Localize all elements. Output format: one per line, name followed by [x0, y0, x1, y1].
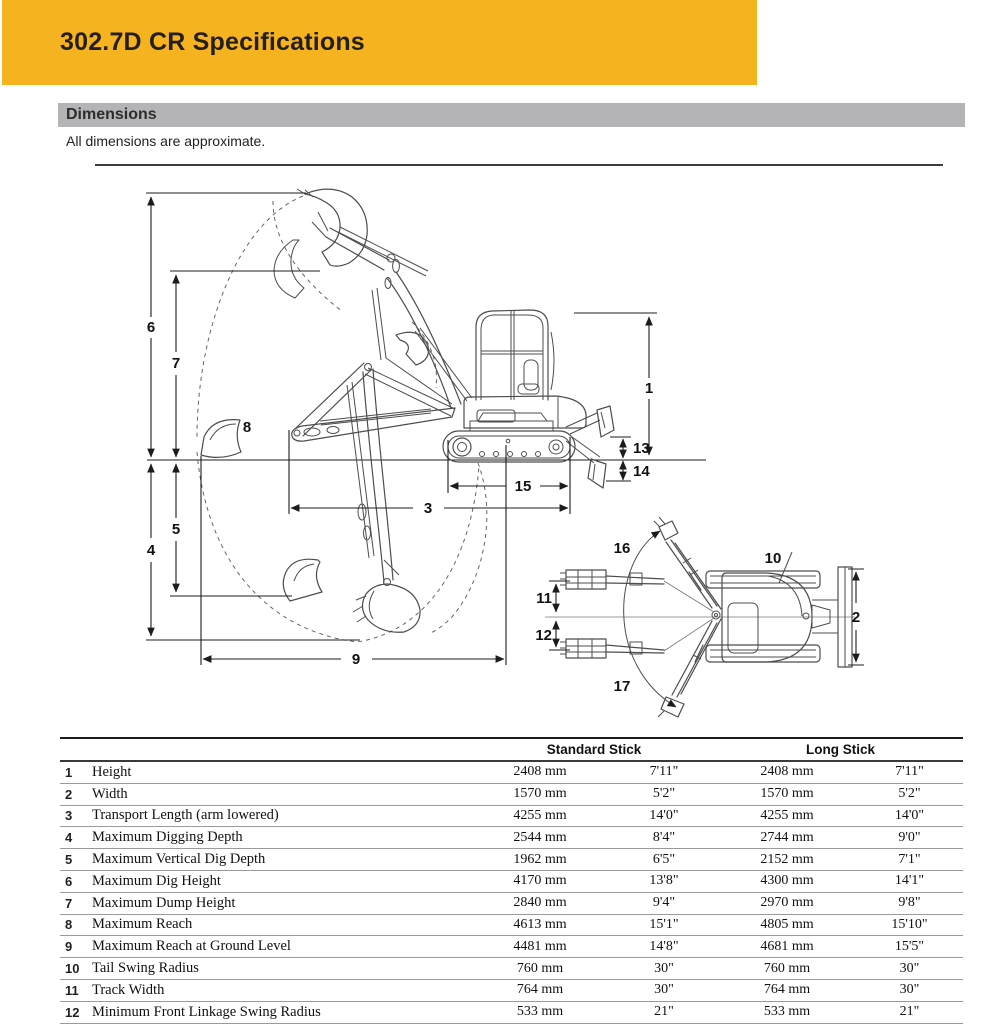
- top-bucket-lower: [661, 697, 684, 717]
- cab-inner: [481, 315, 543, 400]
- table-row: 11 Track Width 764 mm 30" 764 mm 30": [60, 980, 963, 1002]
- blade-arm-raised: [566, 413, 600, 434]
- table-row: 6 Maximum Dig Height 4170 mm 13'8" 4300 mm 14'1": [60, 871, 963, 893]
- bucket-left-scoop: [283, 559, 322, 601]
- top-arm-left-upper: [560, 570, 714, 612]
- envelope-arc-lower: [197, 452, 479, 642]
- dimensions-table: [60, 737, 963, 1024]
- road-wheel: [480, 452, 485, 457]
- dim-label-6: 6: [146, 319, 156, 336]
- dim-label-2: 2: [851, 609, 861, 626]
- body-panel: [477, 410, 515, 422]
- dim-label-7: 7: [171, 355, 181, 372]
- cab-divider: [511, 311, 514, 400]
- dim-label-11: 11: [536, 590, 552, 607]
- table-row: 1 Height 2408 mm 7'11" 2408 mm 7'11": [60, 762, 963, 784]
- top-arm-left-lower: [560, 618, 714, 658]
- dim-label-17: 17: [613, 678, 631, 695]
- dim-label-8: 8: [242, 419, 252, 436]
- bucket-max-reach: [201, 420, 241, 458]
- table-row: 5 Maximum Vertical Dig Depth 1962 mm 6'5" 2152 mm 7'1": [60, 849, 963, 871]
- dim-label-5: 5: [171, 521, 181, 538]
- section-heading: Dimensions: [66, 106, 157, 123]
- boom-cylinder-2: [372, 288, 452, 404]
- col-group-standard-stick: Standard Stick: [546, 742, 642, 757]
- seat-back: [524, 360, 538, 390]
- stick-raised: [326, 228, 389, 270]
- table-row: 3 Transport Length (arm lowered) 4255 mm 14'0" 4255 mm 14'0": [60, 806, 963, 828]
- top-view: [535, 517, 864, 717]
- col-group-long-stick: Long Stick: [805, 742, 875, 757]
- swing-arc-inner: [429, 463, 487, 634]
- page-title: 302.7D CR Specifications: [60, 28, 365, 56]
- dim-label-9: 9: [351, 651, 361, 668]
- top-bucket-upper: [659, 521, 678, 540]
- bucket-arc-top: [273, 201, 343, 312]
- side-view: [146, 189, 706, 668]
- dim-label-15: 15: [514, 478, 532, 495]
- dim-label-4: 4: [146, 542, 156, 559]
- envelope-arc-upper: [197, 196, 303, 438]
- top-swing-pivot: [712, 611, 720, 619]
- blade-raised: [597, 406, 614, 437]
- table-row: 2 Width 1570 mm 5'2" 1570 mm 5'2": [60, 784, 963, 806]
- dim-label-14: 14: [633, 463, 650, 480]
- table-row: 8 Maximum Reach 4613 mm 15'1" 4805 mm 15'10": [60, 915, 963, 937]
- blade-arm-lowered: [566, 437, 600, 463]
- dim-label-1: 1: [644, 380, 654, 397]
- bucket-bottom: [362, 584, 420, 632]
- bucket-bottom-teeth: [353, 596, 366, 622]
- table-header-row: [60, 737, 963, 762]
- dim-label-10: 10: [764, 550, 782, 567]
- table-row: 7 Maximum Dump Height 2840 mm 9'4" 2970 mm 9'8": [60, 893, 963, 915]
- cab-handrail: [551, 332, 554, 390]
- swing-arc: [624, 531, 676, 707]
- top-blade-arms: [812, 600, 838, 633]
- dim-label-12: 12: [535, 627, 552, 644]
- top-body: [722, 573, 812, 662]
- bucket-dump: [274, 240, 304, 298]
- bucket-link: [312, 212, 328, 237]
- dim-label-3: 3: [423, 500, 433, 517]
- dim-label-16: 16: [613, 540, 631, 557]
- cab-crossbar: [481, 351, 543, 354]
- table-row: 4 Maximum Digging Depth 2544 mm 8'4" 2744 mm 9'0": [60, 827, 963, 849]
- table-row: 10 Tail Swing Radius 760 mm 30" 760 mm 30": [60, 958, 963, 980]
- boom-raised: [387, 272, 461, 408]
- dim-label-13: 13: [633, 440, 650, 457]
- bucket-mid: [396, 332, 429, 365]
- machine-body: [464, 396, 586, 428]
- dimensions-note: All dimensions are approximate.: [66, 133, 266, 149]
- sprocket-wheel: [549, 440, 563, 454]
- table-row: 12 Minimum Front Linkage Swing Radius 533 mm 21" 533 mm 21": [60, 1002, 963, 1024]
- idler-wheel: [453, 438, 471, 456]
- table-row: 9 Maximum Reach at Ground Level 4481 mm 14'8" 4681 mm 15'5": [60, 936, 963, 958]
- blade-lowered: [588, 459, 606, 488]
